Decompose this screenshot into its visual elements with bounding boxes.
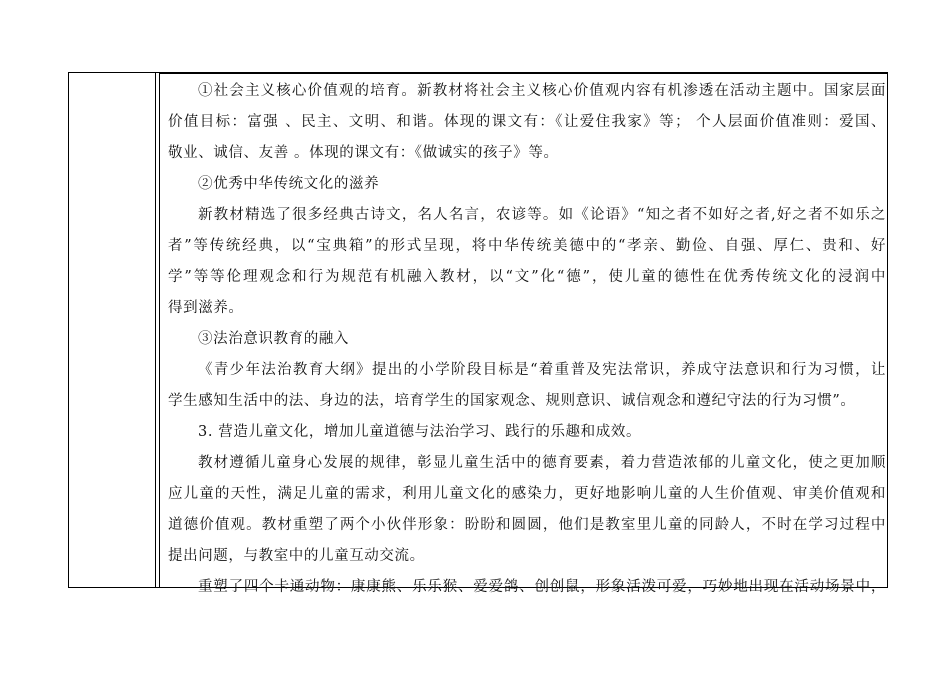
section-heading: ③法治意识教育的融入 (198, 331, 349, 347)
text-line: 重塑了四个卡通动物：康康熊、乐乐猴、爱爱鸽、创创鼠，形象活泼可爱，巧妙地出现在活动场景中， (198, 579, 886, 595)
section-heading: 3. 营造儿童文化，增加儿童道德与法治学习、践行的乐趣和成效。 (198, 424, 642, 440)
text-line: ①社会主义核心价值观的培育。新教材将社会主义核心价值观内容有机渗透在活动主题中。国家层面 (198, 83, 886, 99)
text-line: 提出问题，与教室中的儿童互动交流。 (168, 548, 425, 564)
text-line: 学生感知生活中的法、身边的法，培育学生的国家观念、规则意识、诚信观念和遵纪守法的行为习惯”。 (168, 393, 856, 409)
table-left-column (69, 73, 156, 587)
text-line: 价值目标：富强 、民主、文明、和谐。体现的课文有：《让爱住我家》等； 个人层面价值准则：爱国、 (168, 114, 886, 130)
text-line: 学”等等伦理观念和行为规范有机融入教材，以“文”化“德”，使儿童的德性在优秀传统文化的浸润中 (168, 269, 886, 285)
text-line: 者”等传统经典，以“宝典箱”的形式呈现，将中华传统美德中的“孝亲、勤俭、自强、厚仁、贵和、好 (168, 238, 886, 254)
text-line: 敬业、诚信、友善 。体现的课文有：《做诚实的孩子》等。 (168, 145, 559, 161)
text-line: 得到滋养。 (168, 300, 244, 316)
text-line: 新教材精选了很多经典古诗文，名人名言，农谚等。如《论语》“知之者不如好之者,好之者不如乐之 (198, 207, 886, 223)
text-line: 《青少年法治教育大纲》提出的小学阶段目标是“着重普及宪法常识，养成守法意识和行为习惯，让 (198, 362, 886, 378)
table-content-cell (159, 73, 887, 595)
document-table (68, 72, 888, 595)
text-line: 应儿童的天性，满足儿童的需求，利用儿童文化的感染力，更好地影响儿童的人生价值观、审美价值观和 (168, 486, 886, 502)
text-line: 道德价值观。教材重塑了两个小伙伴形象：盼盼和圆圆，他们是教室里儿童的同龄人，不时在学习过程中 (168, 517, 886, 533)
content-text-block (168, 76, 886, 603)
text-line: 教材遵循儿童身心发展的规律，彰显儿童生活中的德育要素，着力营造浓郁的儿童文化，使之更加顺 (198, 455, 886, 471)
section-heading: ②优秀中华传统文化的滋养 (198, 176, 380, 192)
